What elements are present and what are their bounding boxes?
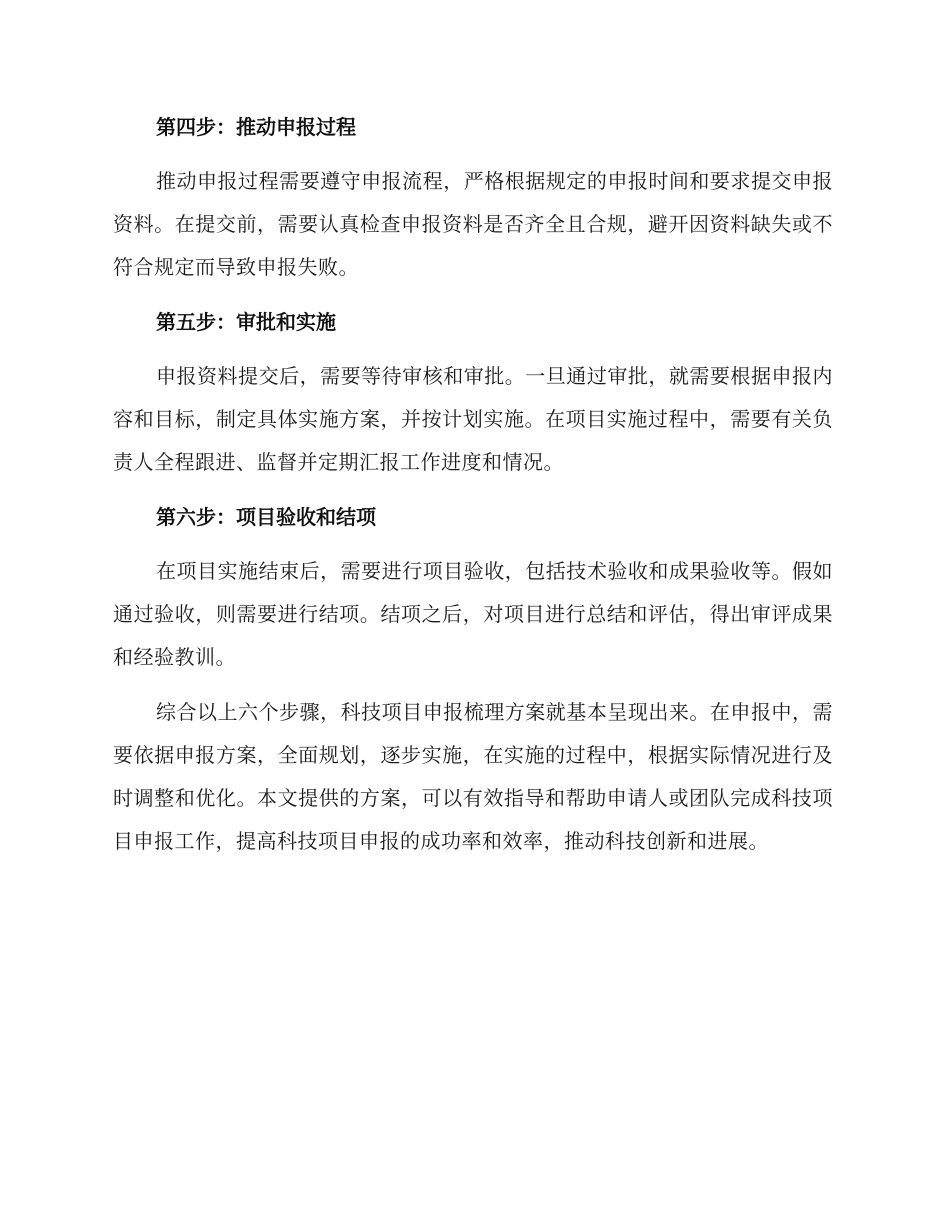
section-body-step-5: 申报资料提交后，需要等待审核和审批。一旦通过审批，就需要根据申报内容和目标，制定具体实施方案，并按计划实施。在项目实施过程中，需要有关负责人全程跟进、监督并定期汇报工作进度和情况。 [113, 364, 833, 474]
document-page [113, 106, 833, 863]
conclusion-paragraph: 综合以上六个步骤，科技项目申报梳理方案就基本呈现出来。在申报中，需要依据申报方案，全面规划，逐步实施，在实施的过程中，根据实际情况进行及时调整和优化。本文提供的方案，可以有效指导和帮助申请人或团队完成科技项目申报工作，提高科技项目申报的成功率和效率，推动科技创新和进展。 [113, 700, 833, 853]
section-heading-step-5: 第五步：审批和实施 [156, 310, 336, 334]
section-body-step-6: 在项目实施结束后，需要进行项目验收，包括技术验收和成果验收等。假如通过验收，则需要进行结项。结项之后，对项目进行总结和评估，得出审评成果和经验教训。 [113, 559, 833, 669]
section-heading-step-4: 第四步：推动申报过程 [156, 115, 356, 139]
section-body-step-4: 推动申报过程需要遵守申报流程，严格根据规定的申报时间和要求提交申报资料。在提交前，需要认真检查申报资料是否齐全且合规，避开因资料缺失或不符合规定而导致申报失败。 [113, 169, 833, 279]
section-heading-step-6: 第六步：项目验收和结项 [156, 505, 376, 529]
